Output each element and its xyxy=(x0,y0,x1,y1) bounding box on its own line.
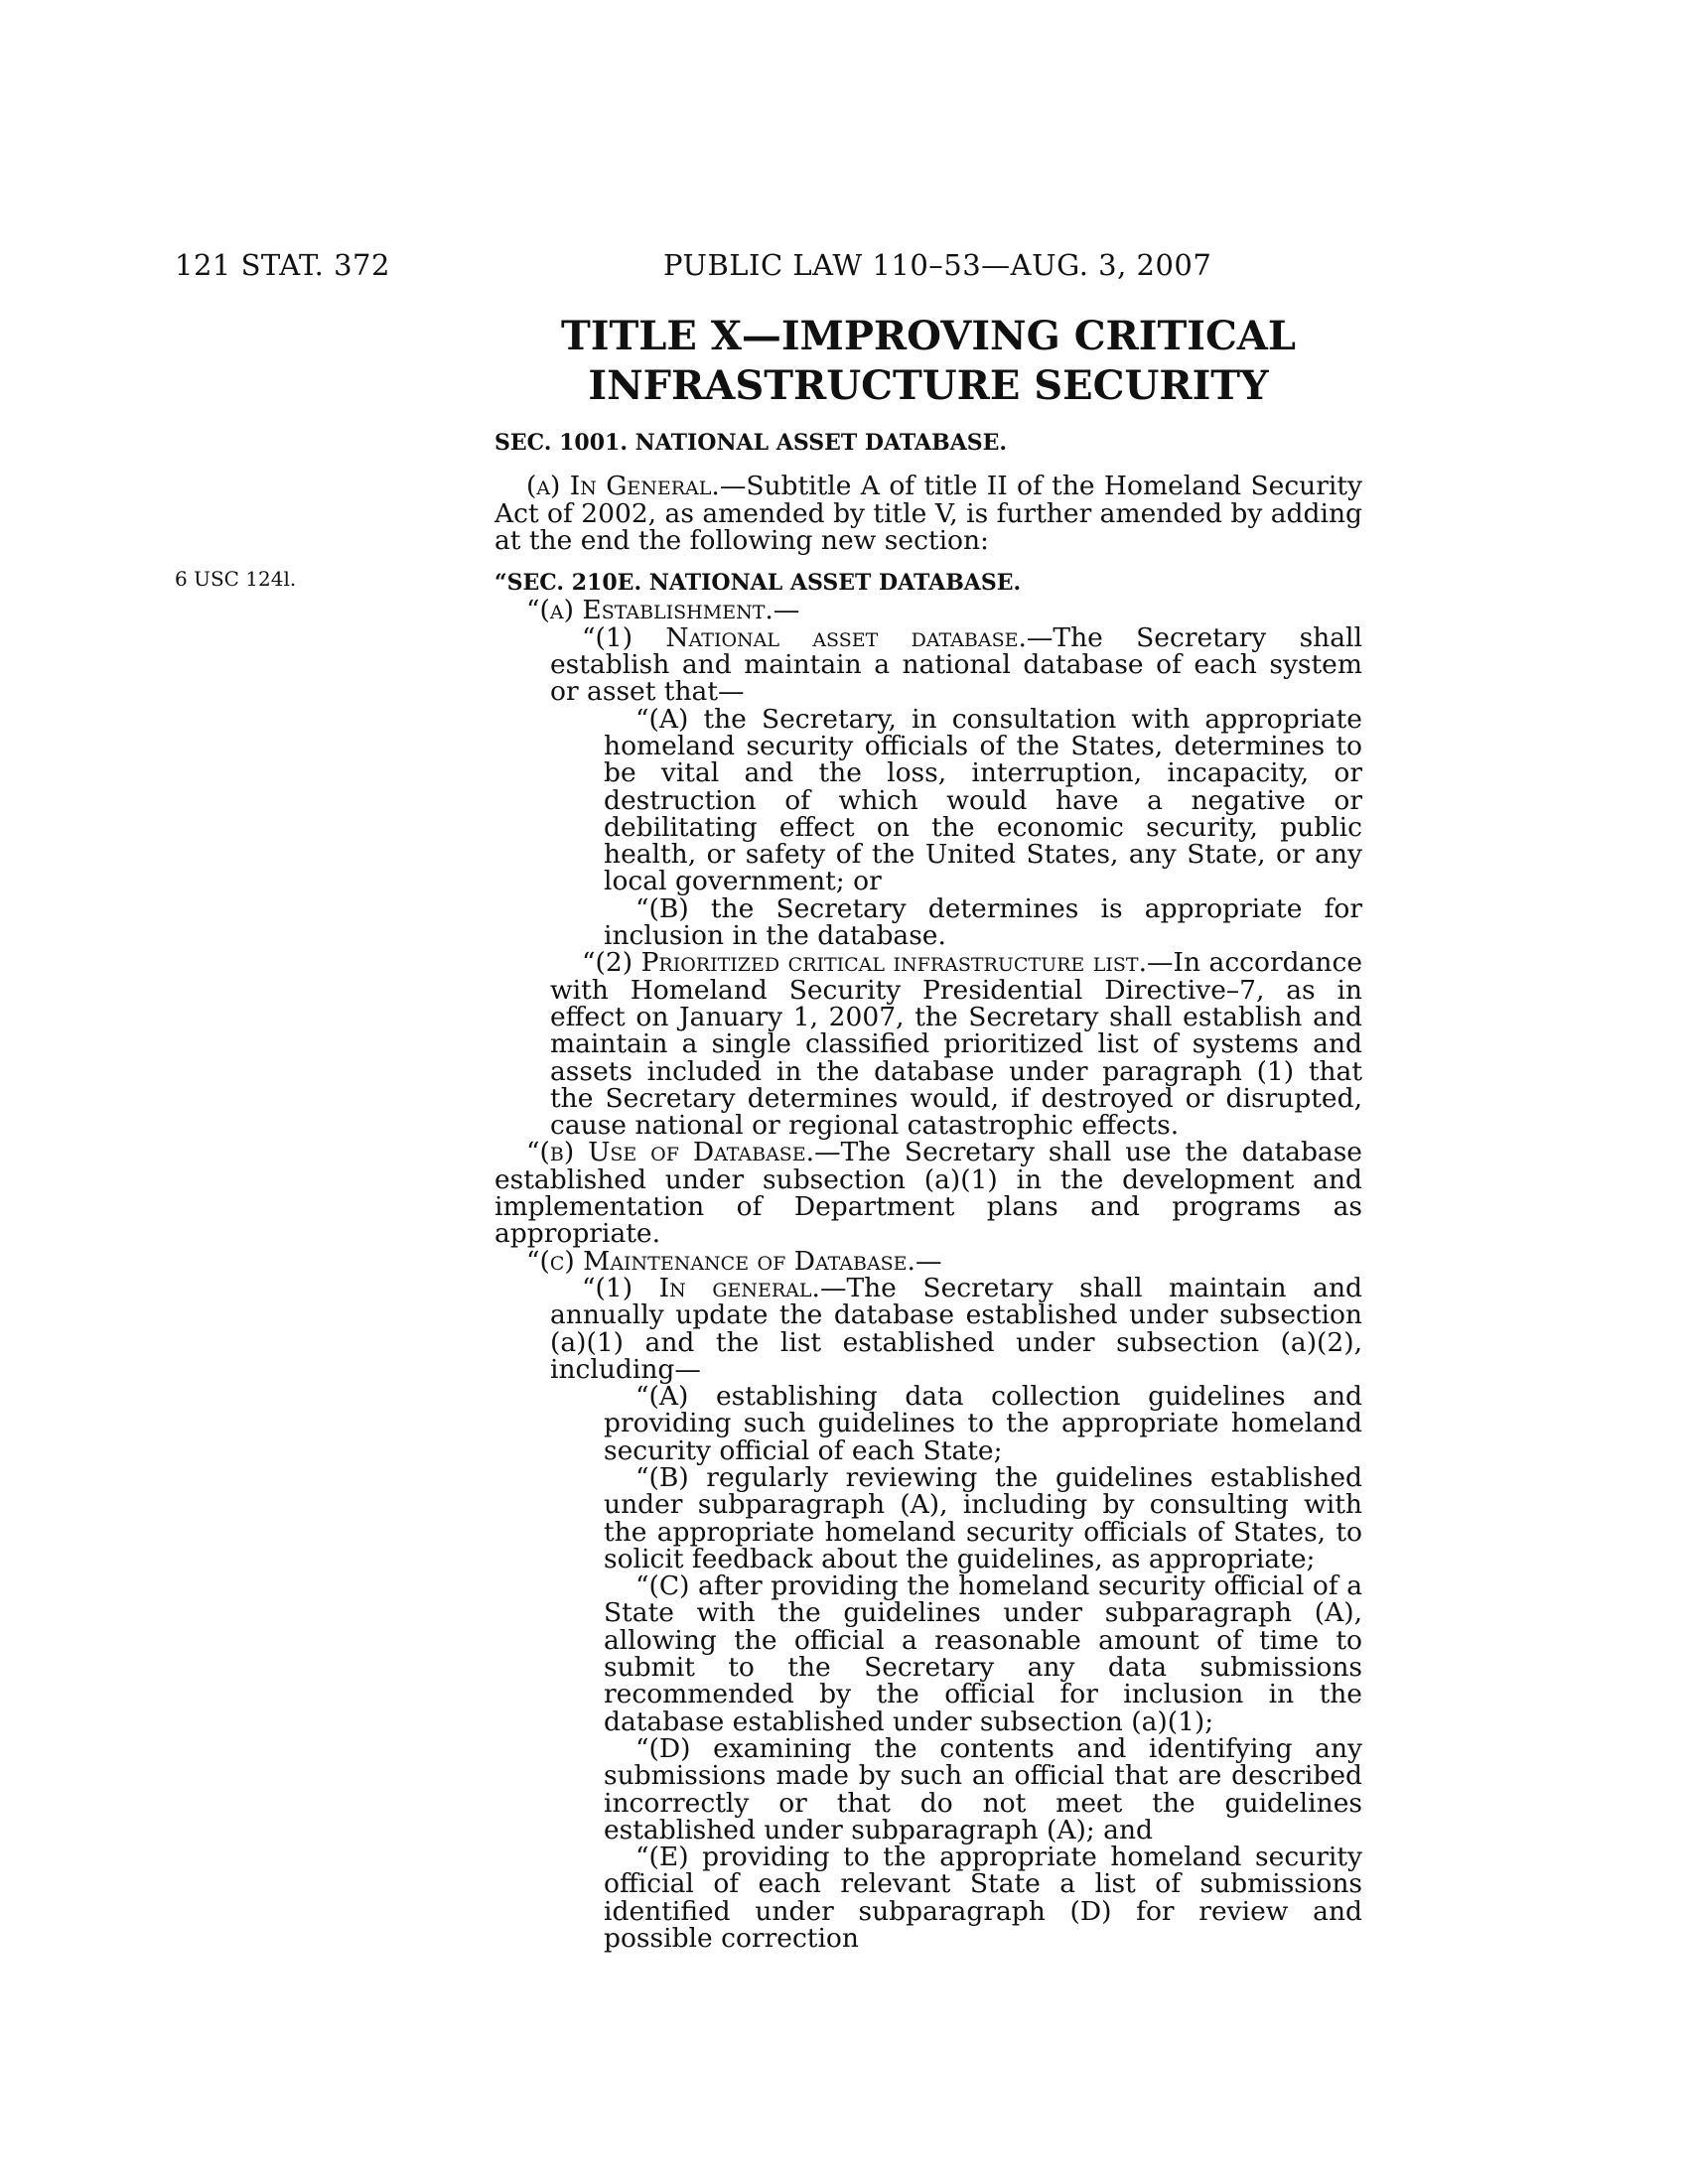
paragraph-text: “(B) regularly reviewing the guidelines established under subparagraph (A), including by consulting with the appropriate homeland security officials of States, to solicit feedback about the guidelines, as appropriate; xyxy=(604,1461,1362,1574)
paragraph xyxy=(494,473,1362,554)
paragraph-caption: “(b) Use of Database. xyxy=(526,1137,815,1168)
section-heading xyxy=(494,430,1362,457)
paragraph-text: “SEC. 210E. NATIONAL ASSET DATABASE. xyxy=(494,570,1022,597)
paragraph xyxy=(494,947,1362,1142)
title-line-1: TITLE X—IMPROVING CRITICAL xyxy=(561,313,1296,359)
paragraph xyxy=(494,1137,1362,1250)
paragraph-caption: “(2) Prioritized critical infrastructure list. xyxy=(582,947,1147,979)
paragraph xyxy=(494,1461,1362,1574)
paragraph-text: —The Secretary shall establish and maintain a national database of each system or asset that— xyxy=(550,621,1363,708)
paragraph-text: “(C) after providing the homeland security official of a State with the guidelines under subparagraph (A), allowing the official a reasonable amount of time to submit to the Secretary any data submissions recommended by the official for inclusion in the database established under subsection (a)(1); xyxy=(604,1570,1362,1737)
paragraph-caption: (a) In General. xyxy=(526,471,720,502)
paragraph-caption: “(a) Establishment. xyxy=(526,595,774,626)
paragraph xyxy=(494,1383,1362,1464)
section-heading xyxy=(494,570,1362,597)
title-heading xyxy=(496,312,1360,411)
paragraph-text: —The Secretary shall use the database established under subsection (a)(1) in the development and implementation of Department plans and programs as appropriate. xyxy=(494,1137,1362,1250)
paragraph xyxy=(494,595,1362,626)
paragraph-text: —In accordance with Homeland Security Presidential Directive–7, as in effect on January 1, 2007, the Secretary shall establish and maintain a single classified prioritized list of systems and assets included in the database under paragraph (1) that the Secretary determines would, if destroyed or disrupted, cause national or regional catastrophic effects. xyxy=(550,947,1362,1142)
paragraph-caption: “(1) In general. xyxy=(582,1272,820,1303)
paragraph xyxy=(494,621,1363,708)
paragraph-text: “(D) examining the contents and identifying any submissions made by such an official that are described incorrectly or that do not meet the guidelines established under subparagraph (A); and xyxy=(604,1732,1362,1845)
paragraph xyxy=(494,1272,1362,1385)
paragraph-text: “(A) the Secretary, in consultation with appropriate homeland security officials of the States, determines to be vital and the loss, interruption, incapacity, or destruction of which would have a negative or debilitating effect on the economic security, public health, or safety of the United States, any State, or any local government; or xyxy=(604,703,1362,897)
paragraph-text: “(B) the Secretary determines is appropriate for inclusion in the database. xyxy=(604,892,1362,952)
paragraph xyxy=(494,1732,1362,1845)
paragraph-text: — xyxy=(773,595,800,626)
paragraph xyxy=(494,1245,1362,1277)
paragraph xyxy=(494,703,1362,897)
paragraph xyxy=(494,1572,1362,1735)
body-text xyxy=(494,430,1363,1955)
paragraph-text: —Subtitle A of title II of the Homeland Security Act of 2002, as amended by title V, is further amended by adding at the end the following new section: xyxy=(494,471,1362,556)
paragraph-caption: “(1) National asset database. xyxy=(582,621,1027,653)
paragraph-text: SEC. 1001. NATIONAL ASSET DATABASE. xyxy=(494,430,1008,456)
title-line-2: INFRASTRUCTURE SECURITY xyxy=(588,362,1269,409)
paragraph-text: —The Secretary shall maintain and annually update the database established under subsection (a)(1) and the list established under subsection (a)(2), including— xyxy=(550,1272,1362,1385)
stat-page-number: 121 STAT. 372 xyxy=(175,248,390,282)
paragraph-caption: “(c) Maintenance of Database. xyxy=(526,1245,915,1277)
paragraph-text: “(A) establishing data collection guidelines and providing such guidelines to the appropriate homeland security official of each State; xyxy=(604,1381,1362,1466)
paragraph-text: “(E) providing to the appropriate homeland security official of each relevant State a list of submissions identified under subparagraph (D) for review and possible correction xyxy=(604,1842,1362,1955)
paragraph-text: — xyxy=(914,1245,942,1277)
paragraph xyxy=(494,1842,1362,1955)
paragraph xyxy=(494,892,1362,952)
margin-citation: 6 USC 124l. xyxy=(175,567,297,591)
running-header: PUBLIC LAW 110–53—AUG. 3, 2007 xyxy=(663,248,1212,282)
